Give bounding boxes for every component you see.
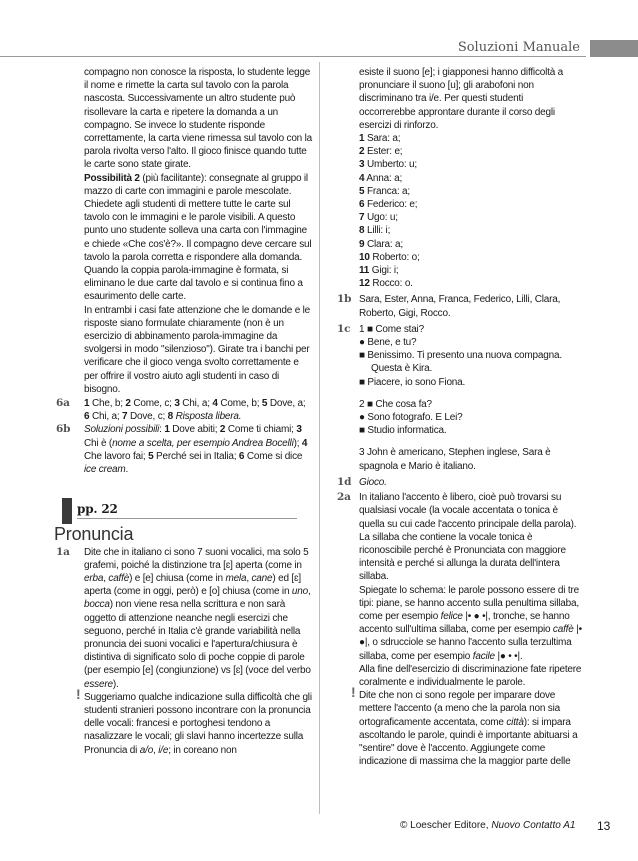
- page-reference-block: [62, 498, 72, 524]
- dialogue-line: 3 John è americano, Stephen inglese, Sara è spagnola e Mario è italiano.: [359, 447, 551, 472]
- dialogue-line: ■ Piacere, io sono Fiona.: [359, 376, 466, 388]
- exclamation-icon: !: [351, 684, 356, 701]
- list-item: 2 Ester: e;: [359, 146, 403, 158]
- both-cases: In entrambi i casi fate attenzione che le domande e le risposte siano formulate chiaramente (non è un esercizio di abbinamento parola-immagine da svolgersi in modo "silenzioso"). Girate tra i banchi per verificare che il gioco venga svolto correttamente e per offrire il vostro aiuto agli studenti in caso di bisogno.: [84, 304, 311, 395]
- tag-1a: 1a: [56, 545, 70, 558]
- list-item: 3 Umberto: u;: [359, 159, 417, 171]
- tag-6b: 6b: [56, 423, 71, 436]
- intro-paragraph: compagno non conosce la risposta, lo studente legge il nome e rimette la carta sul tavolo con la parola nascosta. Successivamente un altro studente può risollevare la carta e ripetere la domanda a un compagno. Se invece lo studente risponde correttamente, la carta viene rimessa sul tavolo con la parola rivolta verso l'alto. Il gioco finisce quando tutte le carte sono state girate.: [84, 67, 312, 171]
- page-reference: pp. 22: [77, 503, 297, 519]
- dialogue-line: ■ Benissimo. Ti presento una nuova compagna. Questa è Kira.: [359, 350, 562, 375]
- header-title: Soluzioni Manuale: [457, 40, 580, 55]
- tag-6a: 6a: [56, 397, 70, 410]
- header-box: [590, 40, 638, 57]
- section-title: Pronuncia: [54, 524, 134, 545]
- list-item: 4 Anna: a;: [359, 172, 403, 184]
- dialogue-line: ■ Studio informatica.: [359, 425, 447, 437]
- possibility-2: Possibilità 2 (più facilitante): consegnate al gruppo il mazzo di carte con immagini e parole mescolate. Chiedete agli studenti di mettere tutte le carte sul tavolo con le immagini e le parole visibili. A questo punto uno studente solleva una carta con l'immagine e chiede «Che cos'è?». Il compagno deve cercare sul tavolo la parola corretta e rispondere alla domanda. Quando la coppia parola-immagine è formata, si eliminano le due carte dal tavolo e si continua fino a esaurimento delle carte.: [84, 172, 312, 303]
- exercise-2a-scheme: Spiegate lo schema: le parole possono essere di tre tipi: piane, se hanno accento sulla penultima sillaba, come per esempio felice |• ● •|, tronche, se hanno accento sull'ultima sillaba, come per esempio caffè |• ●|, o sdrucciole se hanno l'accento sulla terzultima sillaba, come per esempio facile |● • •|.: [359, 584, 582, 662]
- list-item: 9 Clara: a;: [359, 238, 403, 250]
- exercise-2a-end: Alla fine dell'esercizio di discriminazione fate ripetere coralmente e individualmente le parole.: [359, 663, 582, 688]
- tag-1d: 1d: [337, 475, 352, 488]
- footer-credit: © Loescher Editore, Nuovo Contatto A1: [400, 820, 576, 831]
- tag-1b: 1b: [337, 293, 352, 306]
- dialogue-line: 2 ■ Che cosa fa?: [359, 398, 432, 410]
- exercise-6a: 6a 1 Che, b; 2 Come, c; 3 Chi, a; 4 Come, b; 5 Dove, a; 6 Chi, a; 7 Dove, c; 8 Risposta libera.: [56, 397, 306, 423]
- exercise-1d: 1d Gioco.: [337, 475, 387, 488]
- exercise-1c: 1c 1 ■ Come stai?: [337, 322, 424, 335]
- tag-2a: 2a: [337, 491, 351, 504]
- right-column: [337, 66, 582, 768]
- list-item: 5 Franca: a;: [359, 185, 410, 197]
- page-number: 13: [597, 819, 611, 833]
- exercise-6b: 6b Soluzioni possibili: 1 Dove abiti; 2 Come ti chiami; 3 Chi è (nome a scelta, per esempio Andrea Bocelli); 4 Che lavoro fai; 5 Perché sei in Italia; 6 Come si dice ice cream.: [56, 423, 308, 476]
- list-item: 6 Federico: e;: [359, 199, 418, 211]
- warning-note-2: ! Dite che non ci sono regole per imparare dove mettere l'accento (a meno che la parola non sia ortograficamente accentata, come città): si impara ascoltando le parole, quindi è importante abituarsi a "sentire" dove è l'accento. Aggiungete come indicazione di massima che la maggior parte delle: [351, 684, 578, 768]
- header-rule: [0, 56, 586, 57]
- dialogue-1: [337, 336, 582, 473]
- page-reference-bar: [62, 498, 313, 524]
- tag-1c: 1c: [337, 322, 351, 335]
- column-divider: [319, 62, 320, 814]
- dialogue-line: ● Sono fotografo. E Lei?: [359, 412, 463, 424]
- left-column: [54, 66, 313, 757]
- list-item: 7 Ugo: u;: [359, 212, 398, 224]
- exercise-2a: 2a In italiano l'accento è libero, cioè può trovarsi su qualsiasi vocale (la vocale accentata o tonica è quella su cui cade l'accento principale della parola). La sillaba che contiene la vocale tonica è riconoscibile perché è Pronunciata con maggiore intensità e perché si allunga la durata dell'intera sillaba.: [337, 491, 577, 583]
- exercise-1a: 1a Dite che in italiano ci sono 7 suoni vocalici, ma solo 5 grafemi, poiché la distinzione tra [ɛ] aperta (come in erba, caffè) e [e] chiusa (come in mela, cane) ed [ɛ] aperta (come in oggi, però) e [o] chiusa (come in uno, bocca) non viene resa nella scrittura e non sarà oggetto di attenzione neanche negli esercizi che seguono, perché in Italia c'è grande variabilità nella pronuncia dei suoni vocalici e l'apertura/chiusura è distintiva di significato solo di poche coppie di parole (per esempio [e] (congiunzione) vs [ɛ] (voce del verbo essere).: [56, 545, 311, 690]
- page-header: [0, 0, 638, 58]
- exercise-1b: 1b Sara, Ester, Anna, Franca, Federico, Lilli, Clara, Roberto, Gigi, Rocco.: [337, 293, 561, 319]
- exclamation-icon: !: [76, 685, 81, 702]
- list-item: 10 Roberto: o;: [359, 251, 420, 263]
- name-vowel-list: [337, 132, 582, 290]
- list-item: 8 Lilli: i;: [359, 225, 391, 237]
- right-intro: esiste il suono [e]; i giapponesi hanno difficoltà a pronunciare il suono [u]; gli arabofoni non discriminano tra i/e. Per questi studenti occorrerebbe approntare durante il corso degli esercizi di rinforzo.: [359, 67, 564, 131]
- warning-note-1: ! Suggeriamo qualche indicazione sulla difficoltà che gli studenti stranieri possono incontrare con la pronuncia delle vocali: francesi e portoghesi tendono a nasalizzare le vocali; gli slavi hanno incertezze sulla Pronuncia di a/o, i/e; in coreano non: [76, 685, 312, 756]
- list-item: 1 Sara: a;: [359, 133, 401, 145]
- dialogue-line: ● Bene, e tu?: [359, 337, 417, 349]
- list-item: 12 Rocco: o.: [359, 278, 413, 290]
- list-item: 11 Gigi: i;: [359, 265, 399, 277]
